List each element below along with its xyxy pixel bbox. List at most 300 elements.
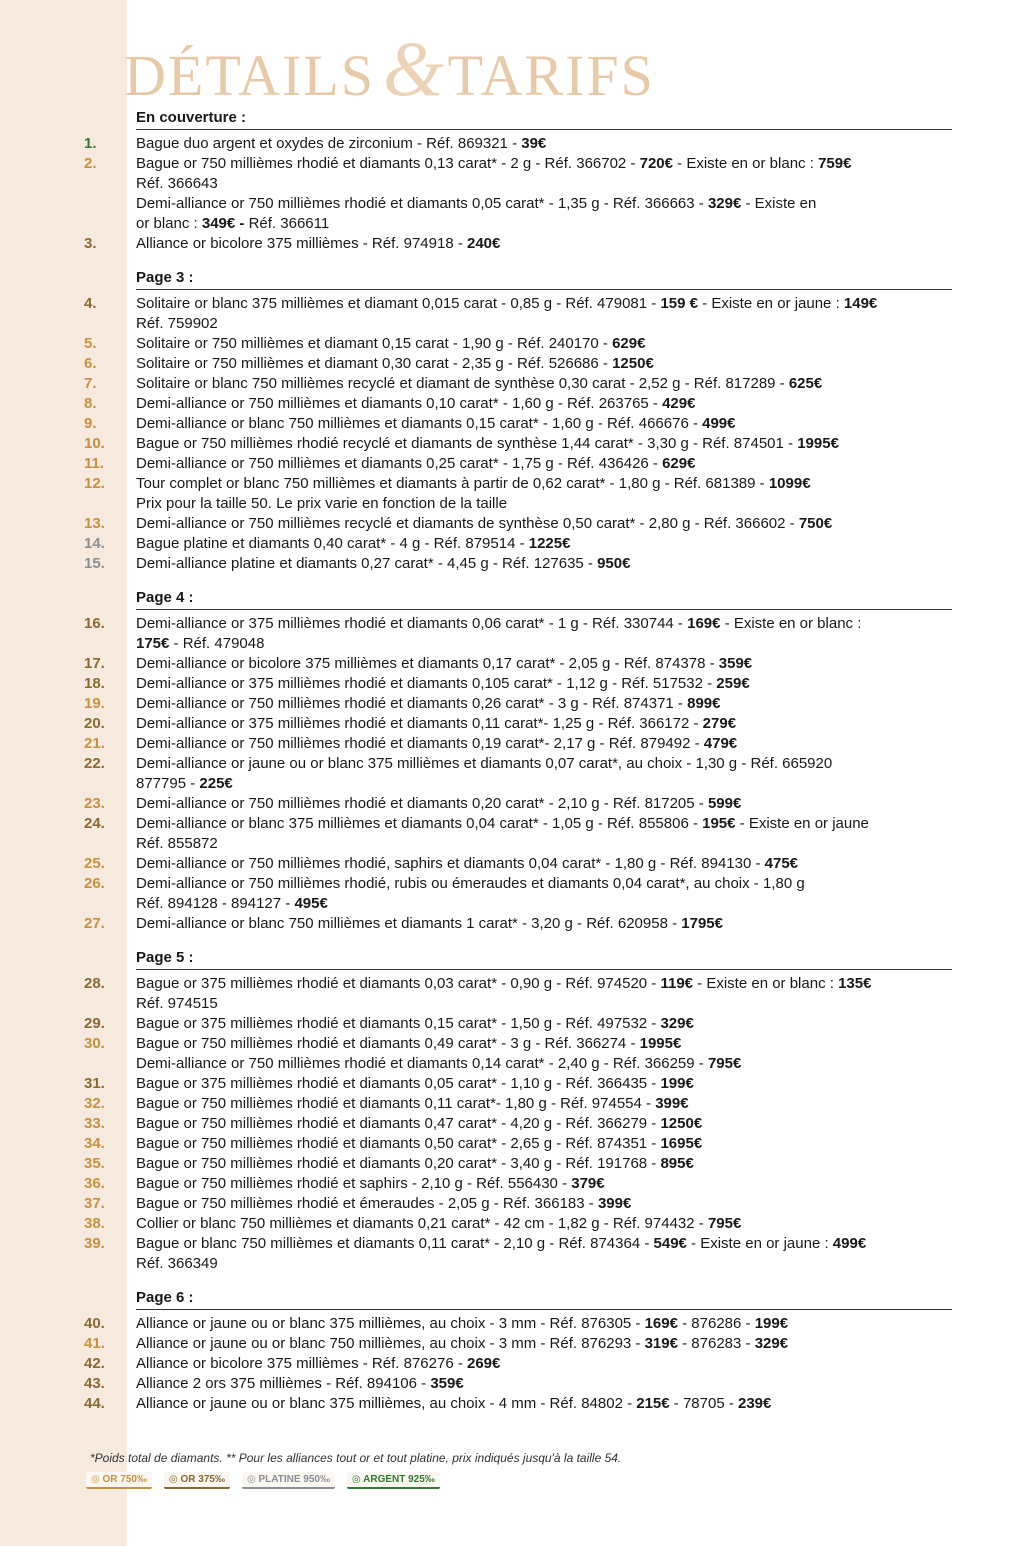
item-line [136,614,952,634]
price: 429€ [662,395,696,412]
item-text: Demi-alliance or 750 millièmes et diamants 0,25 carat* - 1,75 g - Réf. 436426 - [136,455,663,472]
item-description [136,134,952,154]
list-item [84,294,952,334]
item-number: 2. [84,155,97,172]
price: 215€ [636,1395,670,1412]
item-text: or blanc : [136,215,202,232]
item-line [136,174,952,194]
list-item [84,334,952,354]
item-number: 20. [84,715,105,732]
item-description [136,854,952,874]
price: 499€ [832,1235,867,1252]
list-item [84,454,952,474]
section [84,268,952,574]
price: 1225€ [528,535,571,552]
price: 39€ [521,135,547,152]
item-text: Demi-alliance or 750 millièmes rhodié, saphirs et diamants 0,04 carat* - 1,80 g - Réf. 894130 - [136,855,765,872]
item-number: 25. [84,855,105,872]
list-item [84,1374,952,1394]
item-description [136,1154,952,1174]
item-text: Tour complet or blanc 750 millièmes et diamants à partir de 0,62 carat* - 1,80 g - Réf. 681389 - [136,475,769,492]
item-text: - Existe en [741,195,817,212]
item-description [136,234,952,254]
item-line [136,1174,952,1194]
price: 720€ [639,155,673,172]
metal-legend [86,1472,440,1489]
item-text: Bague or 750 millièmes rhodié et émeraudes - 2,05 g - Réf. 366183 - [136,1195,598,1212]
price: 359€ [430,1375,464,1392]
item-line [136,1254,952,1274]
item-text: Bague or 750 millièmes rhodié et diamants 0,47 carat* - 4,20 g - Réf. 366279 - [136,1115,661,1132]
price: 950€ [597,555,631,572]
list-item [84,614,952,654]
item-text: Réf. 366643 [136,175,218,192]
item-description [136,874,952,914]
item-text: Demi-alliance platine et diamants 0,27 carat* - 4,45 g - Réf. 127635 - [136,555,598,572]
list-item [84,374,952,394]
item-text: Bague or 750 millièmes rhodié et saphirs - 2,10 g - Réf. 556430 - [136,1175,572,1192]
item-line [136,1034,952,1054]
item-text: Demi-alliance or jaune ou or blanc 375 millièmes et diamants 0,07 carat*, au choix - 1,30 g - Réf. 665920 [136,755,833,772]
list-item [84,714,952,734]
item-number: 16. [84,615,105,632]
item-line [136,1134,952,1154]
ring-icon: ◎ [246,1474,259,1485]
ring-icon: ◎ [351,1474,364,1485]
item-line [136,814,952,834]
item-text: Bague or 750 millièmes rhodié et diamants 0,49 carat* - 3 g - Réf. 366274 - [136,1035,640,1052]
item-text: - 876283 - [677,1335,755,1352]
item-line [136,414,952,434]
item-number: 34. [84,1135,105,1152]
item-description [136,334,952,354]
list-item [84,794,952,814]
item-line [136,234,952,254]
title-ampersand: & [382,25,446,112]
price: 795€ [707,1055,742,1072]
item-number: 15. [84,555,105,572]
price: 1099€ [768,475,811,492]
price: 119€ [660,975,694,992]
price: 399€ [597,1195,632,1212]
price: 149€ [843,295,878,312]
item-number: 33. [84,1115,105,1132]
item-text: Collier or blanc 750 millièmes et diamants 0,21 carat* - 42 cm - 1,82 g - Réf. 974432 - [136,1215,708,1232]
item-line [136,1094,952,1114]
ring-icon: ◎ [168,1474,181,1485]
item-description [136,294,952,334]
item-line [136,474,952,494]
item-description [136,394,952,414]
item-line [136,994,952,1014]
item-number: 43. [84,1375,105,1392]
item-description [136,354,952,374]
section-heading: Page 3 : [136,268,952,290]
price: 479€ [703,735,738,752]
price: 495€ [294,895,328,912]
item-line [136,1214,952,1234]
item-text: Demi-alliance or 750 millièmes rhodié et diamants 0,26 carat* - 3 g - Réf. 874371 - [136,695,688,712]
ring-icon: ◎ [91,1474,103,1485]
list-item [84,1014,952,1034]
price: 1250€ [660,1115,703,1132]
item-number: 28. [84,975,105,992]
item-text: Solitaire or 750 millièmes et diamant 0,15 carat - 1,90 g - Réf. 240170 - [136,335,613,352]
item-text: Demi-alliance or bicolore 375 millièmes et diamants 0,17 carat* - 2,05 g - Réf. 874378 - [136,655,719,672]
item-line [136,134,952,154]
list-item [84,534,952,554]
list-item [84,514,952,534]
list-item [84,234,952,254]
item-number: 11. [84,455,105,472]
item-description [136,654,952,674]
item-text: Demi-alliance or 375 millièmes rhodié et diamants 0,11 carat*- 1,25 g - Réf. 366172 - [136,715,703,732]
item-text: Alliance or bicolore 375 millièmes - Réf. 876276 - [136,1355,467,1372]
list-item [84,414,952,434]
list-item [84,814,952,854]
item-text: Prix pour la taille 50. Le prix varie en fonction de la taille [136,495,508,512]
item-line [136,834,952,854]
item-line [136,1354,952,1374]
price: 169€ [687,615,721,632]
item-text: Alliance or jaune ou or blanc 375 millièmes, au choix - 4 mm - Réf. 84802 - [136,1395,637,1412]
item-text: 877795 - [136,775,200,792]
item-description [136,534,952,554]
price: 159 € [660,295,698,312]
item-text: Bague platine et diamants 0,40 carat* - 4 g - Réf. 879514 - [136,535,529,552]
item-description [136,1334,952,1354]
price: 169€ [644,1315,678,1332]
price: 240€ [467,235,501,252]
item-description [136,414,952,434]
item-text: Bague or 375 millièmes rhodié et diamants 0,03 carat* - 0,90 g - Réf. 974520 - [136,975,661,992]
item-number: 8. [84,395,97,412]
item-number: 19. [84,695,105,712]
price: 279€ [702,715,737,732]
item-line [136,454,952,474]
item-text: - Existe en or blanc : [672,155,819,172]
item-text: - 78705 - [669,1395,738,1412]
price: 899€ [687,695,721,712]
item-line [136,1374,952,1394]
item-number: 39. [84,1235,105,1252]
item-line [136,1114,952,1134]
list-item [84,154,952,234]
item-description [136,754,952,794]
item-description [136,1234,952,1274]
item-text: Demi-alliance or blanc 750 millièmes et diamants 1 carat* - 3,20 g - Réf. 620958 - [136,915,682,932]
price: 225€ [199,775,233,792]
list-item [84,654,952,674]
item-text: - Existe en or blanc : [693,975,839,992]
price: 259€ [716,675,750,692]
item-text: Demi-alliance or 750 millièmes recyclé et diamants de synthèse 0,50 carat* - 2,80 g - Réf. 366602 - [136,515,799,532]
item-number: 26. [84,875,105,892]
item-number: 36. [84,1175,105,1192]
item-description [136,734,952,754]
list-item [84,134,952,154]
item-number: 40. [84,1315,105,1332]
item-number: 23. [84,795,105,812]
item-text: Réf. 894128 - 894127 - [136,895,295,912]
item-text: Demi-alliance or 750 millièmes et diamants 0,10 carat* - 1,60 g - Réf. 263765 - [136,395,663,412]
item-line [136,534,952,554]
item-number: 6. [84,355,97,372]
item-line [136,394,952,414]
list-item [84,1154,952,1174]
item-text: Bague or 750 millièmes rhodié et diamants 0,20 carat* - 3,40 g - Réf. 191768 - [136,1155,661,1172]
item-line [136,894,952,914]
price: 195€ [702,815,736,832]
price: 475€ [764,855,799,872]
metal-badge [347,1472,440,1489]
price: 629€ [662,455,696,472]
price: 199€ [660,1075,694,1092]
section-heading: Page 5 : [136,948,952,970]
item-line [136,154,952,174]
list-item [84,974,952,1014]
item-line [136,1234,952,1254]
price: 1795€ [681,915,723,932]
item-line [136,314,952,334]
item-description [136,1314,952,1334]
item-number: 9. [84,415,97,432]
list-item [84,1074,952,1094]
list-item [84,474,952,514]
item-number: 17. [84,655,105,672]
item-text: Bague or 750 millièmes rhodié et diamants 0,50 carat* - 2,65 g - Réf. 874351 - [136,1135,661,1152]
item-line [136,1334,952,1354]
item-number: 30. [84,1035,105,1052]
item-text: Réf. 974515 [136,995,218,1012]
item-line [136,1194,952,1214]
item-text: Solitaire or 750 millièmes et diamant 0,30 carat - 2,35 g - Réf. 526686 - [136,355,613,372]
list-item [84,1394,952,1414]
item-number: 14. [84,535,105,552]
price: 359€ [718,655,753,672]
item-text: Bague or 750 millièmes rhodié et diamants 0,13 carat* - 2 g - Réf. 366702 - [136,155,640,172]
item-description [136,714,952,734]
item-number: 41. [84,1335,105,1352]
item-text: - Existe en or jaune : [698,295,844,312]
price: 629€ [612,335,646,352]
item-description [136,374,952,394]
metal-badge-label: OR 750‰ [102,1474,147,1485]
price: 239€ [738,1395,772,1412]
list-item [84,1034,952,1074]
item-number: 18. [84,675,105,692]
item-description [136,434,952,454]
item-line [136,854,952,874]
item-line [136,674,952,694]
list-item [84,1094,952,1114]
price: 175€ [136,635,170,652]
item-line [136,494,952,514]
title-word-details: DÉTAILS [124,43,375,108]
section [84,1288,952,1414]
price: 1995€ [639,1035,682,1052]
item-number: 22. [84,755,105,772]
section [84,108,952,254]
item-description [136,1014,952,1034]
price: 1250€ [612,355,654,372]
item-text: Alliance or jaune ou or blanc 375 millièmes, au choix - 3 mm - Réf. 876305 - [136,1315,645,1332]
price: 625€ [788,375,823,392]
item-line [136,434,952,454]
item-text: - Existe en or jaune : [686,1235,833,1252]
price: 349€ - [201,215,245,232]
item-text: Demi-alliance or blanc 750 millièmes et diamants 0,15 carat* - 1,60 g - Réf. 466676 - [136,415,703,432]
price: 759€ [818,155,852,172]
price: 599€ [707,795,742,812]
item-number: 10. [84,435,105,452]
item-description [136,1394,952,1414]
item-line [136,634,952,654]
item-text: Demi-alliance or 750 millièmes rhodié et diamants 0,20 carat* - 2,10 g - Réf. 817205 - [136,795,708,812]
item-number: 3. [84,235,97,252]
price: 319€ [644,1335,678,1352]
item-text: - 876286 - [677,1315,755,1332]
item-description [136,694,952,714]
price-list [84,108,952,1428]
item-line [136,1054,952,1074]
item-description [136,1094,952,1114]
item-description [136,814,952,854]
item-number: 4. [84,295,97,312]
price: 750€ [798,515,833,532]
section [84,948,952,1274]
item-line [136,914,952,934]
item-text: Demi-alliance or 750 millièmes rhodié, rubis ou émeraudes et diamants 0,04 carat*, au choix - 1,80 g [136,875,805,892]
price: 379€ [571,1175,605,1192]
item-description [136,674,952,694]
item-text: Réf. 366349 [136,1255,218,1272]
price: 329€ [660,1015,694,1032]
item-number: 1. [84,135,97,152]
item-description [136,514,952,534]
item-text: - Réf. 479048 [169,635,265,652]
item-number: 27. [84,915,105,932]
list-item [84,1314,952,1334]
list-item [84,1114,952,1134]
item-text: Réf. 759902 [136,315,218,332]
metal-badge [242,1472,335,1489]
item-number: 5. [84,335,97,352]
item-line [136,354,952,374]
item-description [136,1194,952,1214]
item-text: Demi-alliance or blanc 375 millièmes et diamants 0,04 carat* - 1,05 g - Réf. 855806 - [136,815,703,832]
item-text: Bague or blanc 750 millièmes et diamants 0,11 carat* - 2,10 g - Réf. 874364 - [136,1235,654,1252]
item-line [136,1074,952,1094]
item-line [136,654,952,674]
item-line [136,754,952,774]
item-description [136,1074,952,1094]
price: 329€ [707,195,742,212]
item-description [136,794,952,814]
item-line [136,714,952,734]
item-description [136,1174,952,1194]
price: 329€ [754,1335,789,1352]
item-line [136,214,952,234]
item-number: 12. [84,475,105,492]
item-text: Réf. 855872 [136,835,218,852]
item-number: 35. [84,1155,105,1172]
item-text: Bague duo argent et oxydes de zirconium - Réf. 869321 - [136,135,522,152]
item-number: 32. [84,1095,105,1112]
item-line [136,1014,952,1034]
metal-badge-label: ARGENT 925‰ [363,1474,435,1485]
list-item [84,874,952,914]
price: 499€ [702,415,736,432]
list-item [84,914,952,934]
item-number: 42. [84,1355,105,1372]
page-title [124,24,655,112]
item-line [136,734,952,754]
item-line [136,1314,952,1334]
item-line [136,554,952,574]
item-text: Bague or 750 millièmes rhodié et diamants 0,11 carat*- 1,80 g - Réf. 974554 - [136,1095,656,1112]
item-text: Demi-alliance or 750 millièmes rhodié et diamants 0,05 carat* - 1,35 g - Réf. 366663 - [136,195,708,212]
item-text: - Existe en or blanc : [720,615,862,632]
title-word-tarifs: TARIFS [447,43,655,108]
list-item [84,354,952,374]
item-line [136,334,952,354]
item-line [136,1394,952,1414]
metal-badge-label: OR 375‰ [180,1474,225,1485]
list-item [84,754,952,794]
list-item [84,1354,952,1374]
item-description [136,1114,952,1134]
section [84,588,952,934]
list-item [84,1214,952,1234]
price: 1695€ [660,1135,703,1152]
item-text: Réf. 366611 [244,215,330,232]
price: 199€ [754,1315,789,1332]
list-item [84,854,952,874]
list-item [84,1334,952,1354]
item-number: 29. [84,1015,105,1032]
item-line [136,374,952,394]
item-number: 13. [84,515,105,532]
item-description [136,1374,952,1394]
item-description [136,454,952,474]
item-line [136,874,952,894]
section-heading: Page 4 : [136,588,952,610]
price: 135€ [838,975,872,992]
item-description [136,154,952,234]
item-number: 38. [84,1215,105,1232]
item-number: 44. [84,1395,105,1412]
list-item [84,394,952,414]
list-item [84,554,952,574]
item-description [136,554,952,574]
item-line [136,794,952,814]
item-line [136,294,952,314]
item-text: Demi-alliance or 375 millièmes rhodié et diamants 0,06 carat* - 1 g - Réf. 330744 - [136,615,688,632]
item-line [136,194,952,214]
item-description [136,614,952,654]
item-text: Solitaire or blanc 750 millièmes recyclé et diamant de synthèse 0,30 carat - 2,52 g - Réf. 817289 - [136,375,789,392]
list-item [84,1174,952,1194]
item-description [136,914,952,934]
item-description [136,1134,952,1154]
item-description [136,974,952,1014]
item-text: Bague or 750 millièmes rhodié recyclé et diamants de synthèse 1,44 carat* - 3,30 g - Réf. 874501 - [136,435,798,452]
item-text: Bague or 375 millièmes rhodié et diamants 0,05 carat* - 1,10 g - Réf. 366435 - [136,1075,661,1092]
item-text: Demi-alliance or 375 millièmes rhodié et diamants 0,105 carat* - 1,12 g - Réf. 517532 - [136,675,717,692]
item-line [136,974,952,994]
section-heading: Page 6 : [136,1288,952,1310]
